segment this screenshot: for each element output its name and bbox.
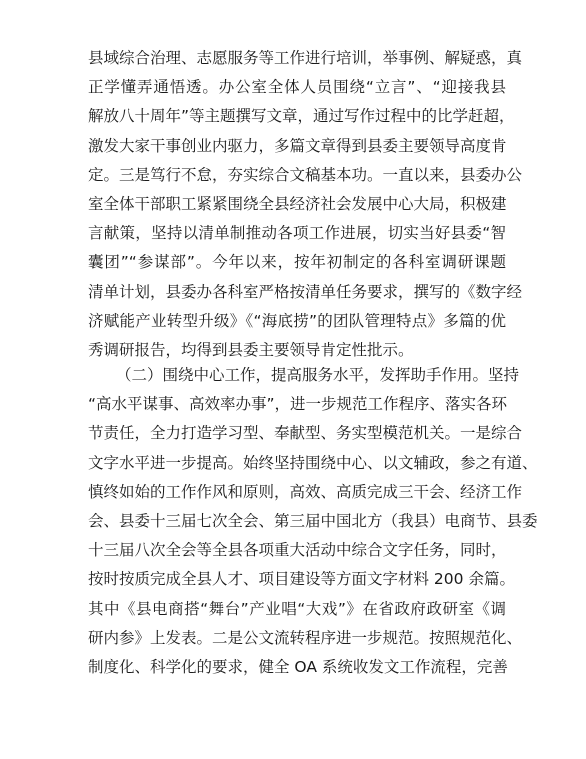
paragraph-central-work [88,361,538,682]
text-line: 制度化、科学化的要求，健全 OA 系统收发文工作流程，完善 [88,657,508,676]
text-line: 十三届八次全会等全县各项重大活动中综合文字任务，同时， [88,541,507,560]
text-line: 按时按质完成全县人才、项目建设等方面文字材料 200 余篇。 [88,570,515,589]
text-line: 室全体干部职工紧紧围绕全县经济社会发展中心大局，积极建 [88,194,507,213]
text-line: 正学懂弄通悟透。办公室全体人员围绕“立言”、“迎接我县 [88,78,506,97]
text-line: 囊团”“参谋部”。今年以来，按年初制定的各科室调研课题 [88,253,506,272]
text-line: 慎终如始的工作作风和原则，高效、高质完成三干会、经济工作 [88,482,523,501]
text-line: 言献策，坚持以清单制推动各项工作进展，切实当好县委“智 [88,224,506,243]
text-line: 文字水平进一步提高。始终坚持围绕中心、以文辅政，参之有道、 [88,453,538,472]
text-line: 济赋能产业转型升级》《“海底捞”的团队管理特点》多篇的优 [88,311,506,330]
text-line: “高水平谋事、高效率办事”，进一步规范工作程序、落实各环 [88,395,508,414]
text-line: 其中《县电商搭“舞台”产业唱“大戏”》在省政府政研室《调 [88,599,506,618]
section-heading-line: （二）围绕中心工作，提高服务水平，发挥助手作用。坚持 [116,366,520,384]
text-line: 定。三是笃行不怠，夯实综合文稿基本功。一直以来，县委办公 [88,165,523,184]
text-line: 秀调研报告，均得到县委主要领导肯定性批示。 [88,340,414,359]
text-line: 解放八十周年”等主题撰写文章，通过写作过程中的比学赶超， [88,107,515,126]
text-line: 县域综合治理、志愿服务等工作进行培训，举事例、解疑惑，真 [88,49,523,67]
text-line: 会、县委十三届七次全会、第三届中国北方（我县）电商节、县委 [88,511,538,530]
text-line: 节责任，全力打造学习型、奉献型、务实型模范机关。一是综合 [88,424,523,443]
text-line: 研内参》上发表。二是公文流转程序进一步规范。按照规范化、 [88,628,523,647]
text-line: 激发大家干事创业内驱力，多篇文章得到县委主要领导高度肯 [88,136,507,155]
text-line: 清单计划，县委办各科室严格按清单任务要求，撰写的《数字经 [88,282,523,301]
paragraph-comprehensive-writing [88,44,523,365]
